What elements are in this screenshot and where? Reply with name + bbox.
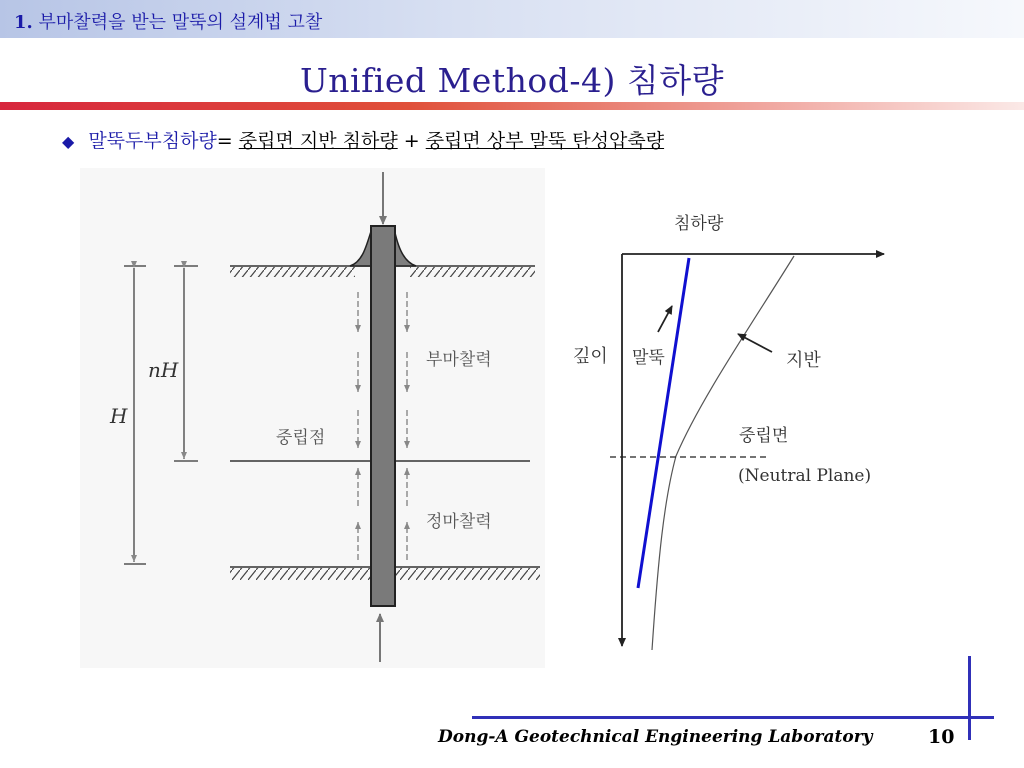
label-H: H [110, 404, 128, 428]
label-pile: 말뚝 [632, 348, 665, 368]
diamond-bullet-icon: ◆ [62, 132, 75, 151]
settlement-diagram [573, 213, 884, 650]
label-neutral-point: 중립점 [276, 428, 326, 448]
pile-pointer-arrow [658, 306, 672, 332]
label-negative-friction: 부마찰력 [426, 350, 492, 370]
label-depth: 깊이 [573, 346, 608, 367]
footer-lab-name: Dong-A Geotechnical Engineering Laboratory [438, 727, 873, 747]
section-number: 1. [14, 12, 33, 33]
section-title-text: 부마찰력을 받는 말뚝의 설계법 고찰 [38, 12, 323, 33]
bullet-plus: + [403, 130, 420, 152]
label-positive-friction: 정마찰력 [426, 512, 492, 532]
bullet-equals: = [216, 130, 233, 152]
ground-pointer-arrow [738, 334, 772, 352]
bullet-term: 말뚝두부침하량 [88, 130, 217, 152]
label-neutral-plane-ko: 중립면 [739, 426, 789, 446]
pile [371, 226, 395, 606]
label-neutral-plane-en: (Neutral Plane) [738, 466, 872, 486]
footer-horizontal-line [472, 716, 994, 719]
label-nH: nH [148, 358, 179, 382]
soil-settlement-curve [652, 256, 794, 650]
bullet-part2: 중립면 상부 말뚝 탄성압축량 [425, 130, 665, 152]
label-ground: 지반 [786, 350, 821, 371]
label-settlement: 침하량 [674, 214, 724, 234]
pile-diagram [109, 172, 540, 662]
footer-vertical-line [968, 656, 971, 740]
pile-settlement-line [638, 258, 689, 588]
ground-surface-hatch-left [230, 267, 355, 277]
bullet-part1: 중립면 지반 침하량 [238, 130, 398, 152]
ground-surface-hatch-right [410, 267, 535, 277]
slide-title: Unified Method-4) 침하량 [299, 61, 724, 100]
page-number: 10 [928, 726, 955, 748]
